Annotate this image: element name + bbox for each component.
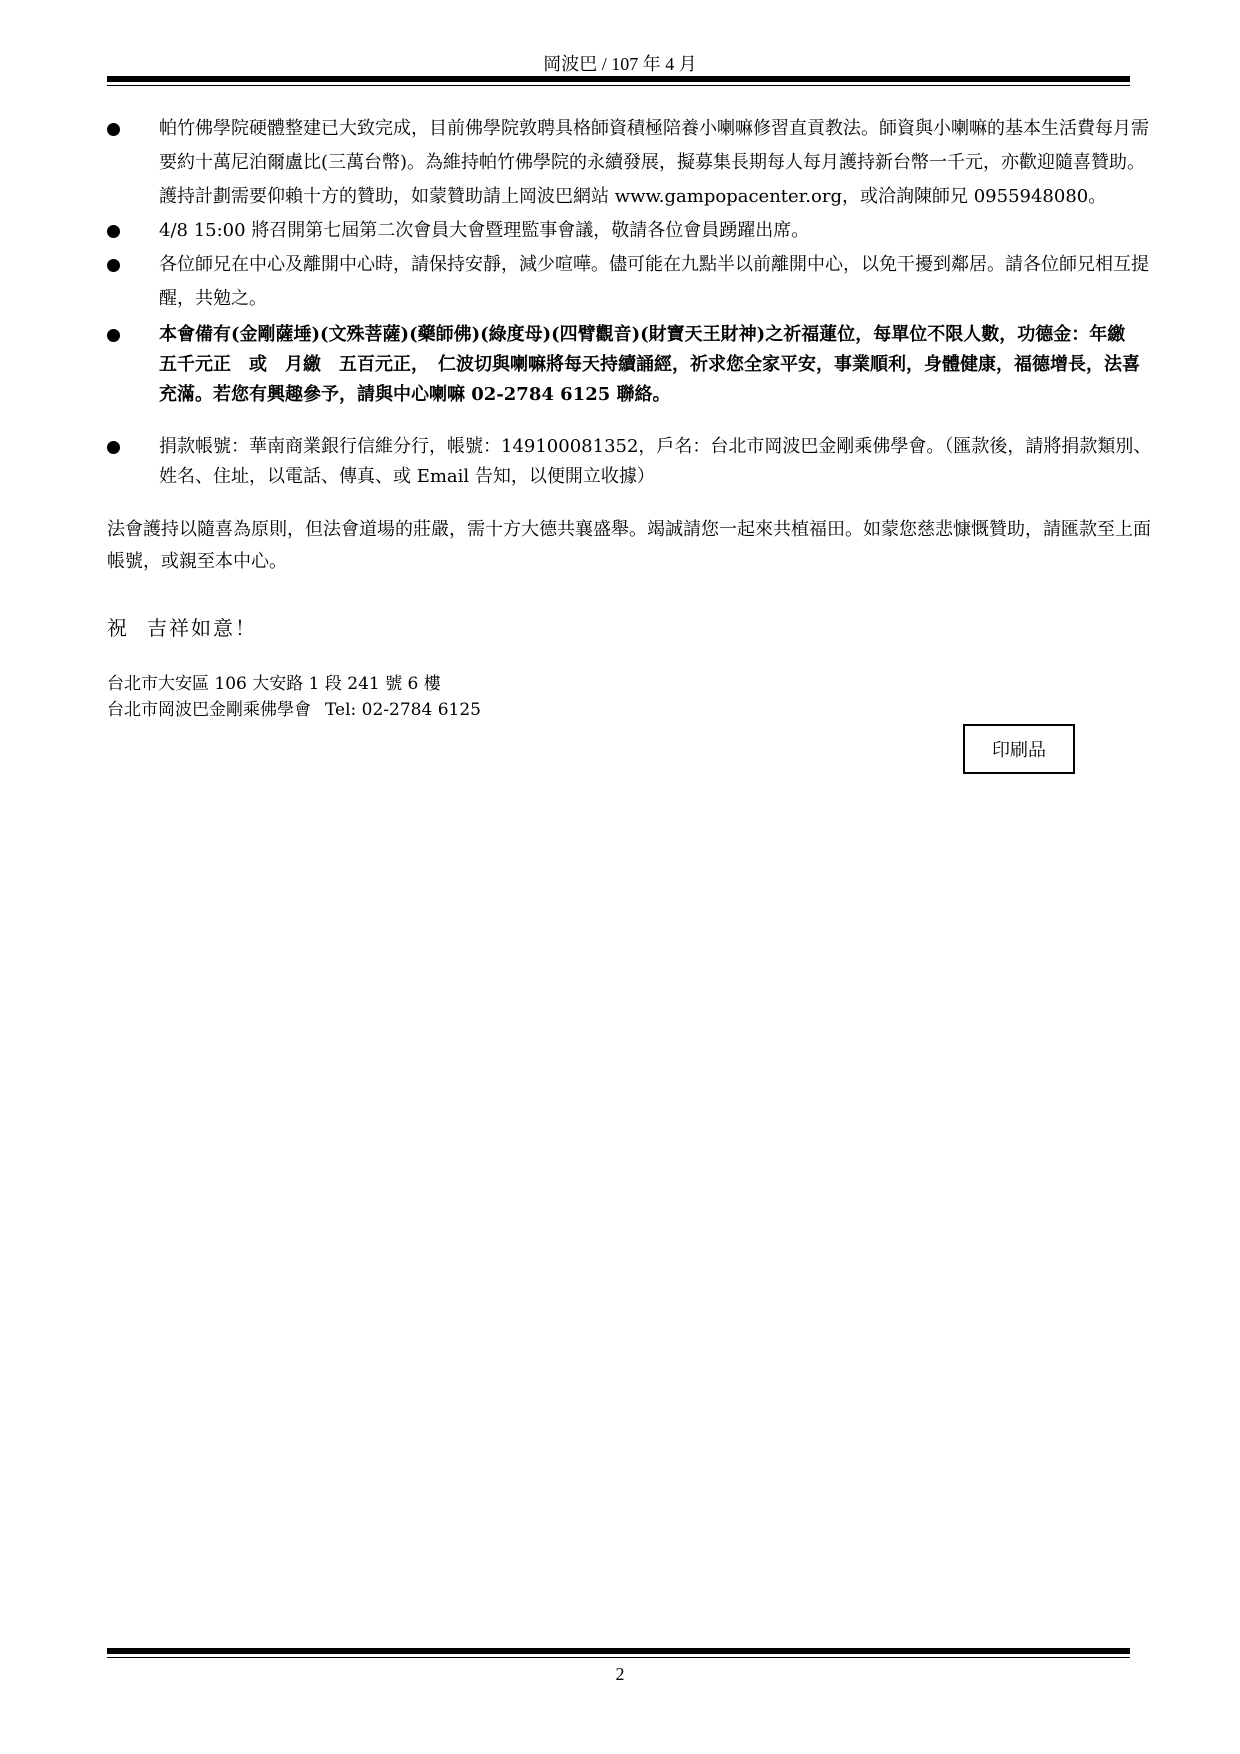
list-item-text: 捐款帳號：華南商業銀行信維分行，帳號：149100081352，戶名：台北市岡波巴金剛乘佛學會。（匯款後，請將捐款類別、姓名、住址，以電話、傳真、或 Email 告知，以便開立收據）	[159, 436, 1152, 487]
list-item	[107, 214, 1157, 248]
bullet-icon	[107, 259, 120, 272]
bullet-icon	[107, 441, 120, 454]
blessing-prefix: 祝	[107, 616, 129, 640]
donation-paragraph: 法會護持以隨喜為原則，但法會道場的莊嚴，需十方大德共襄盛舉。竭誠請您一起來共植福田。如蒙您慈悲慷慨贊助，請匯款至上面帳號，或親至本中心。	[107, 519, 1151, 572]
bullet-icon	[107, 225, 120, 238]
address-line: 台北市大安區 106 大安路 1 段 241 號 6 樓	[107, 674, 441, 694]
footer-rule	[107, 1648, 1130, 1654]
list-item-text: 帕竹佛學院硬體整建已大致完成，目前佛學院敦聘具格師資積極陪養小喇嘛修習直貢教法。師資與小喇嘛的基本生活費每月需要約十萬尼泊爾盧比(三萬台幣)。為維持帕竹佛學院的永續發展，擬募集長期每人每月護持新台幣一千元，亦歡迎隨喜贊助。護持計劃需要仰賴十方的贊助，如蒙贊助請上岡波巴網站 www.gampopacenter.org，或洽詢陳師兄 0955948080。	[159, 118, 1149, 207]
announcement-list	[107, 112, 1157, 492]
header-rule	[107, 76, 1130, 82]
list-item	[107, 248, 1157, 316]
blessing-text: 吉祥如意！	[147, 616, 257, 640]
telephone: Tel: 02-2784 6125	[325, 700, 481, 720]
header-rule-thin	[107, 85, 1130, 86]
footer-rule-thin	[107, 1657, 1130, 1658]
printed-matter-stamp: 印刷品	[963, 724, 1075, 774]
page-number: 2	[615, 1664, 625, 1684]
list-item-text: 各位師兄在中心及離開中心時，請保持安靜，減少喧嘩。儘可能在九點半以前離開中心，以免干擾到鄰居。請各位師兄相互提醒，共勉之。	[159, 254, 1149, 309]
page-content	[107, 112, 1157, 723]
blessing	[107, 612, 1157, 641]
list-item	[107, 112, 1157, 214]
list-item-text: 4/8 15:00 將召開第七屆第二次會員大會暨理監事會議，敬請各位會員踴躍出席。	[159, 220, 810, 241]
bullet-icon	[107, 123, 120, 136]
list-item-text: 本會備有(金剛薩埵)(文殊菩薩)(藥師佛)(綠度母)(四臂觀音)(財寶天王財神)之祈福蓮位，每單位不限人數，功德金：年繳 五千元正 或 月繳 五百元正， 仁波切與喇嘛將每天持續誦經，祈求您全家平安，事業順利，身體健康，福德增長，法喜充滿。若您有興趣參予，請與中心喇嘛 02-2784 6125 聯絡。	[159, 324, 1144, 405]
organization-name: 台北市岡波巴金剛乘佛學會	[107, 700, 311, 720]
bullet-icon	[107, 329, 120, 342]
list-item	[107, 320, 1157, 410]
list-item	[107, 432, 1157, 492]
page-header: 岡波巴 / 107 年 4 月	[543, 54, 697, 74]
address-block	[107, 671, 1157, 723]
